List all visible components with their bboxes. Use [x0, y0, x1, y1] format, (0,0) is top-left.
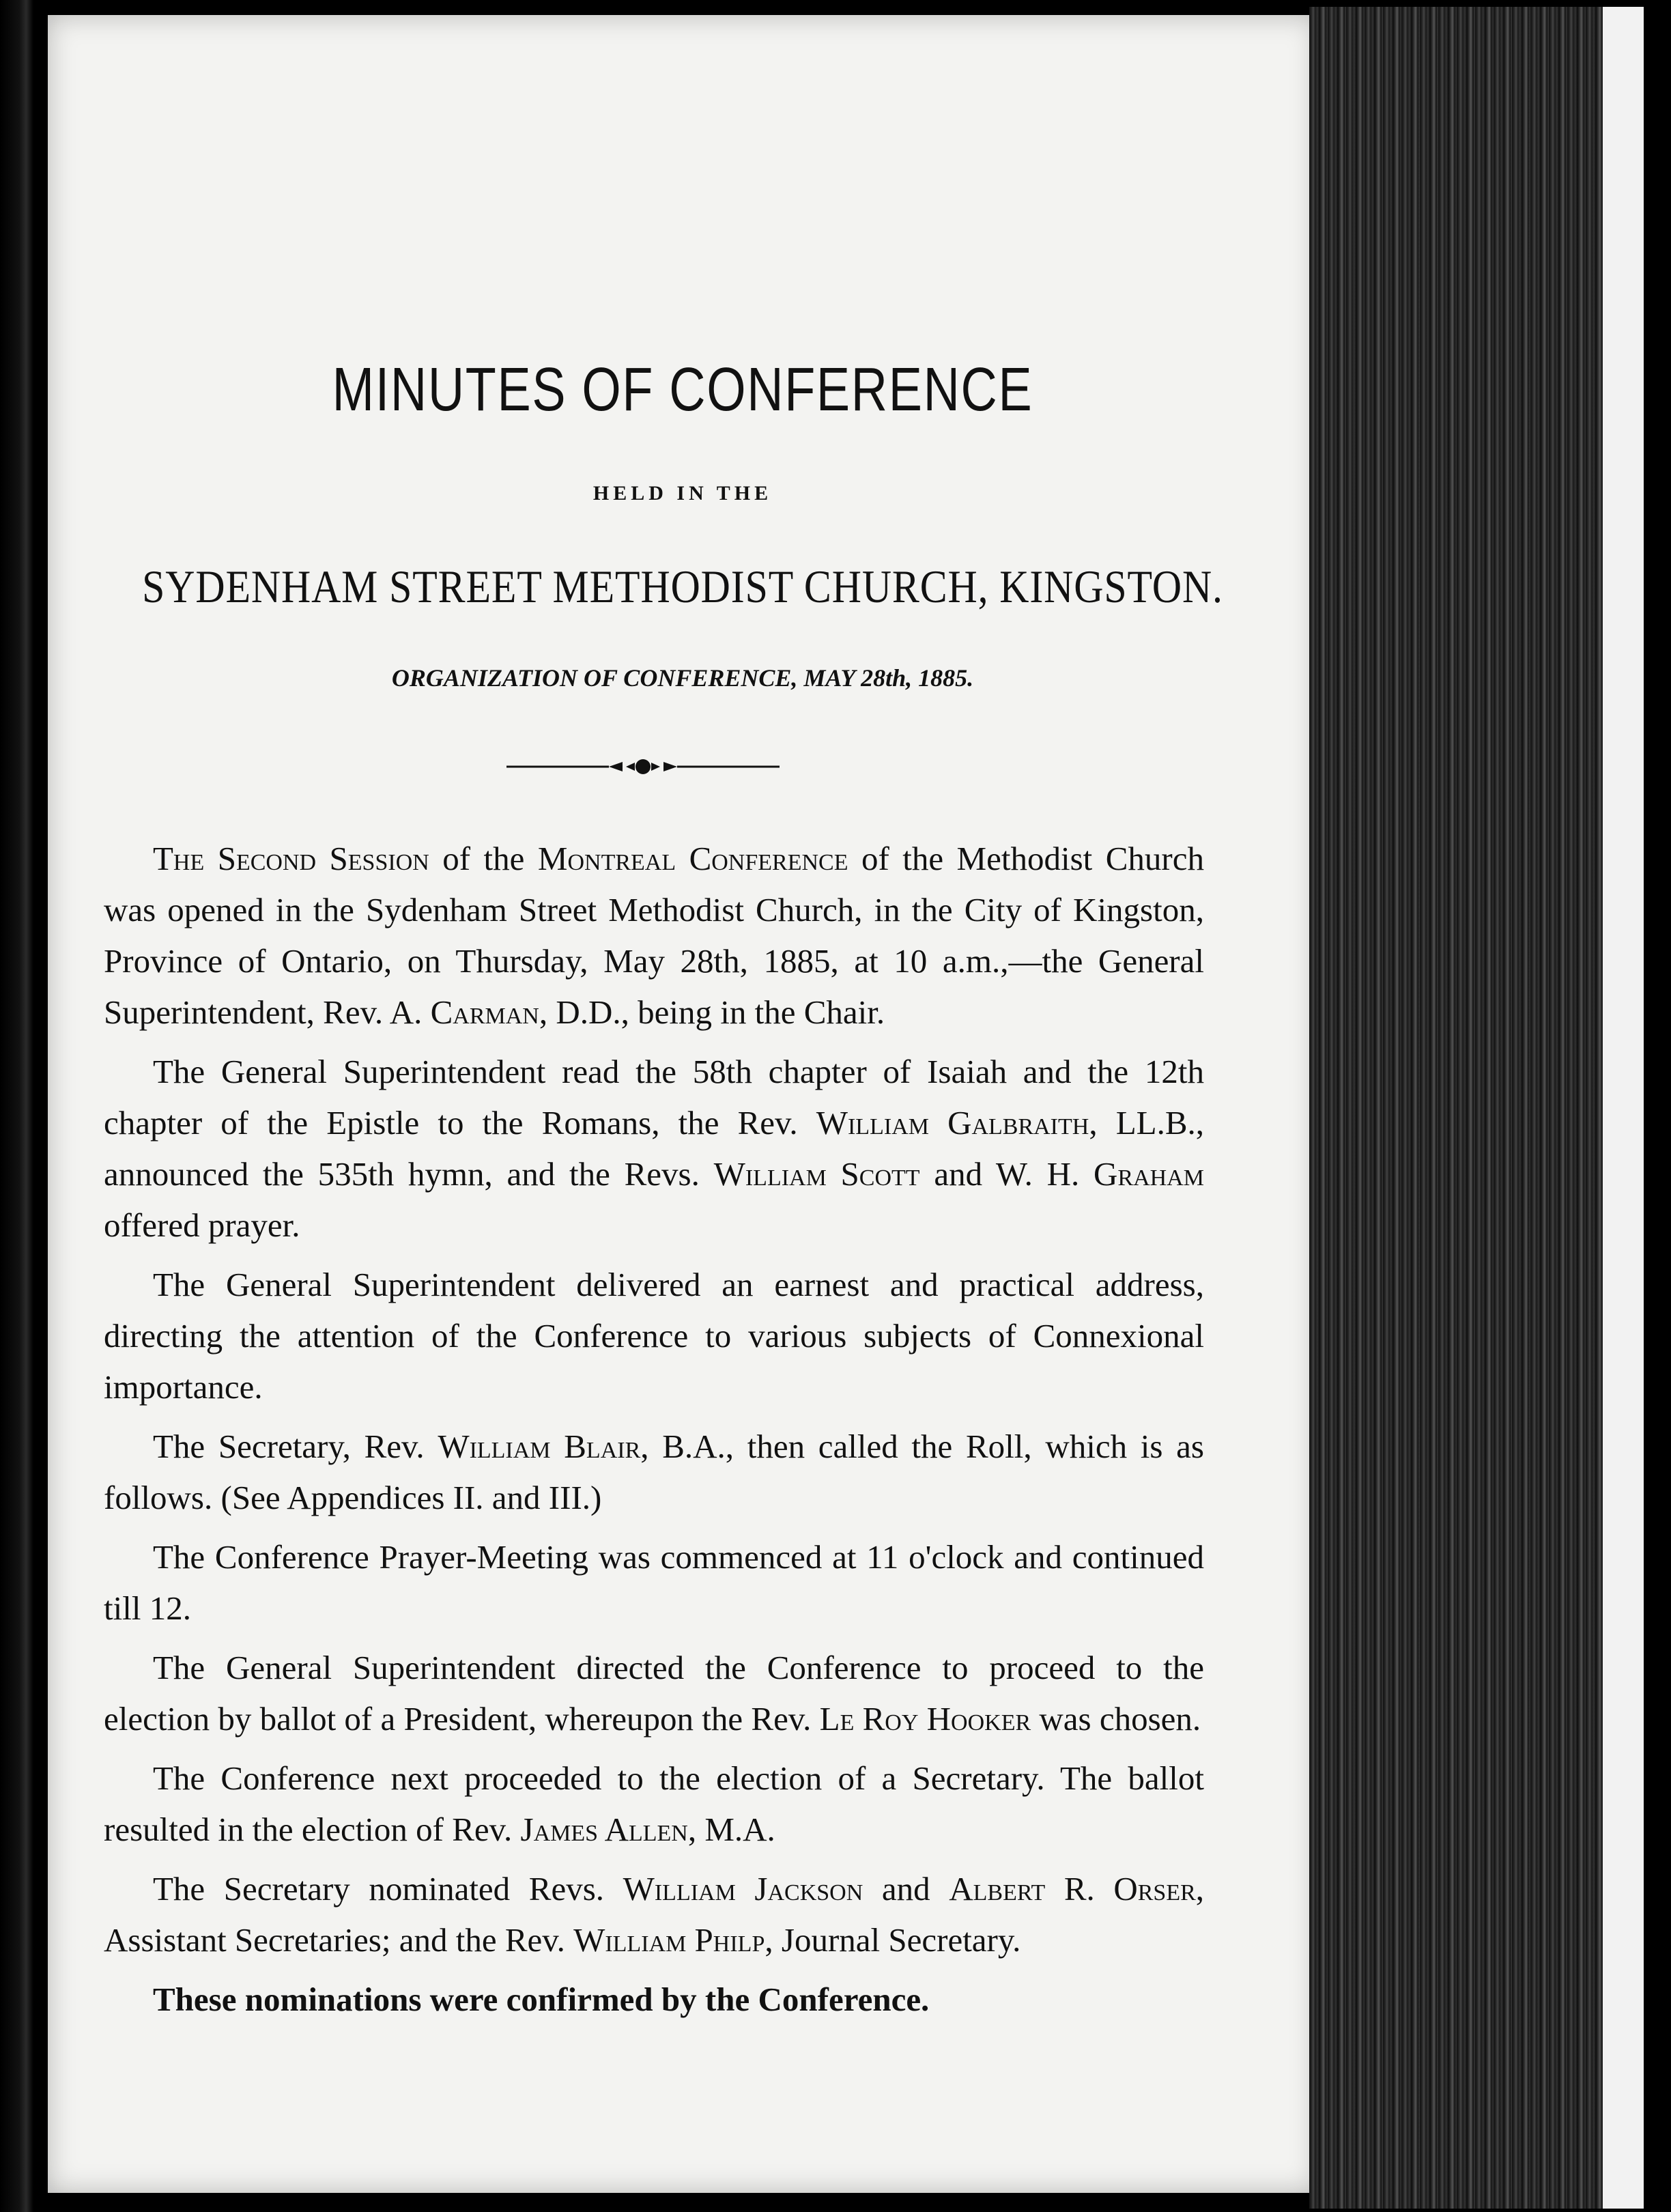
paragraph-text: The Conference Prayer-Meeting was commenced at 11 o'clock and continued till 12. — [104, 1538, 1204, 1627]
organization-subheading: ORGANIZATION OF CONFERENCE, MAY 28th, 1885. — [391, 664, 974, 692]
minutes-paragraph — [104, 1974, 1204, 2025]
paragraph-text: The Secretary nominated Revs. — [153, 1870, 623, 1908]
minutes-paragraph — [104, 1046, 1204, 1251]
name-smallcaps: William Jackson — [623, 1870, 863, 1908]
minutes-paragraph — [104, 1642, 1204, 1744]
paragraph-text: , Assistant Secretaries; and the Rev. — [104, 1870, 1205, 1959]
venue-heading: SYDENHAM STREET METHODIST CHURCH, KINGSTON. — [142, 561, 1223, 612]
minutes-paragraph — [104, 1421, 1204, 1523]
paragraph-text: of the — [429, 840, 538, 877]
name-smallcaps: James Allen — [520, 1811, 688, 1848]
book-spine-shadow — [0, 0, 48, 2212]
paragraph-text: and — [863, 1870, 949, 1908]
paragraph-text: The Conference next proceeded to the election of a Secretary. The ballot resulted in the election of Rev. — [104, 1759, 1204, 1848]
ornament-divider — [506, 756, 780, 777]
book-page-edges — [1309, 7, 1651, 2209]
name-smallcaps: Montreal Conference — [537, 840, 848, 877]
minutes-paragraph — [104, 833, 1204, 1038]
paragraph-text: , Journal Secretary. — [765, 1921, 1021, 1959]
name-smallcaps: William Scott — [713, 1155, 920, 1193]
paragraph-text: The General Superintendent read the 58th chapter of Isaiah and the 12th chapter of the Epistle to the Romans, the Rev. — [104, 1053, 1204, 1142]
name-smallcaps: Graham — [1094, 1155, 1205, 1193]
paragraph-text: of the Methodist Church was opened in the Sydenham Street Methodist Church, in the City of Kingston, Province of Ontario, on Thursday, May 28th, 1885, at 10 a.m.,—the General Superintendent, Rev. A. — [104, 840, 1204, 1031]
name-smallcaps: William Blair — [438, 1428, 641, 1465]
paragraph-text: and W. H. — [919, 1155, 1094, 1193]
paragraph-text: The Secretary, Rev. — [153, 1428, 438, 1465]
paragraph-text: , B.A., then called the Roll, which is as follows. (See Appendices II. and III.) — [104, 1428, 1204, 1516]
paragraph-text: , LL.B., announced the 535th hymn, and the Revs. — [104, 1104, 1205, 1193]
minutes-paragraph — [104, 1753, 1204, 1855]
paragraph-text: , M.A. — [687, 1811, 775, 1848]
paragraph-text: was chosen. — [1031, 1700, 1201, 1738]
minutes-paragraph — [104, 1531, 1204, 1634]
minutes-paragraph — [104, 1863, 1204, 1966]
paragraph-text: , D.D., being in the Chair. — [539, 993, 885, 1031]
name-smallcaps: Carman — [430, 993, 539, 1031]
name-smallcaps: The Second Session — [153, 840, 429, 877]
name-smallcaps: Albert R. Orser — [949, 1870, 1196, 1908]
paragraph-text: The General Superintendent delivered an earnest and practical address, directing the attention of the Conference to various subjects of Connexional importance. — [104, 1266, 1204, 1406]
minutes-paragraph — [104, 1259, 1204, 1413]
scan-right-border — [1644, 0, 1671, 2212]
page-title: MINUTES OF CONFERENCE — [332, 356, 1033, 424]
held-in-label: HELD IN THE — [592, 482, 773, 505]
name-smallcaps: Le Roy Hooker — [819, 1700, 1031, 1738]
paragraph-text: offered prayer. — [104, 1206, 300, 1244]
paragraph-text: These nominations were confirmed by the Conference. — [153, 1981, 930, 2018]
name-smallcaps: William Philp — [573, 1921, 765, 1959]
paragraph-text: The General Superintendent directed the Conference to proceed to the election by ballot of a President, whereupon the Rev. — [104, 1649, 1204, 1738]
name-smallcaps: William Galbraith — [816, 1104, 1089, 1142]
minutes-body — [104, 833, 1204, 2033]
